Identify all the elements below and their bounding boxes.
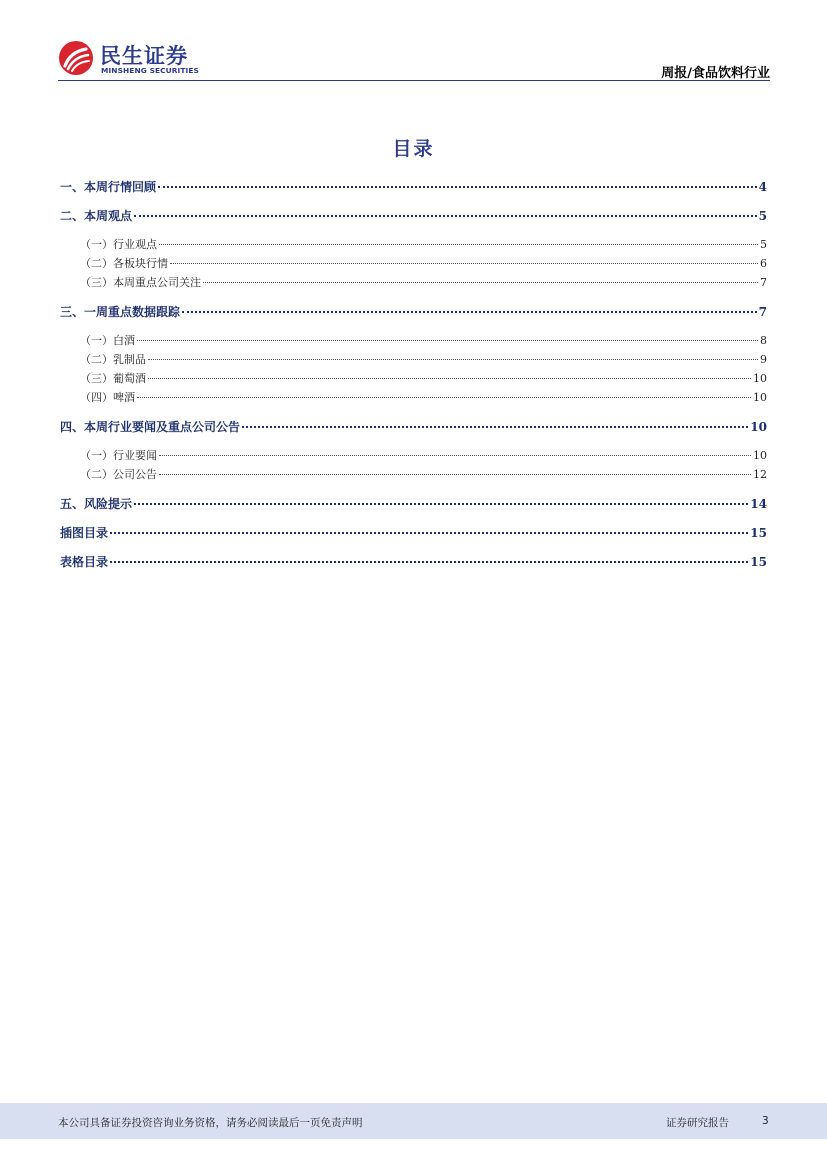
toc-entry-page: 5: [760, 238, 767, 251]
toc-entry[interactable]: [60, 178, 767, 195]
company-logo: [58, 38, 208, 78]
toc-entry[interactable]: [60, 255, 767, 271]
toc-entry-page: 6: [760, 257, 767, 270]
logo-english-name: MINSHENG SECURITIES: [101, 66, 199, 75]
page-footer: [0, 1103, 827, 1139]
toc-entry-page: 7: [758, 305, 767, 319]
toc-entry-page: 12: [753, 468, 767, 481]
toc-entry-page: 15: [750, 555, 767, 569]
toc-entry[interactable]: [60, 332, 767, 348]
toc-leader-dots: [182, 311, 757, 313]
toc-leader-dots: [159, 474, 751, 475]
toc-leader-dots: [134, 503, 748, 505]
toc-entry-label: （一）行业观点: [80, 238, 157, 251]
toc-entry[interactable]: [60, 524, 767, 541]
footer-page-number: 3: [762, 1115, 769, 1127]
toc-entry[interactable]: [60, 274, 767, 290]
toc-entry-label: （三）葡萄酒: [80, 372, 146, 385]
toc-leader-dots: [203, 282, 758, 283]
toc-leader-dots: [134, 215, 757, 217]
report-type-label: 周报/食品饮料行业: [661, 66, 770, 81]
toc-entry-label: 插图目录: [60, 526, 109, 540]
toc-entry-label: （三）本周重点公司关注: [80, 276, 201, 289]
toc-entry[interactable]: [60, 495, 767, 512]
toc-entry-page: 7: [760, 276, 767, 289]
toc-entry-label: （二）乳制品: [80, 353, 146, 366]
footer-disclaimer: 本公司具备证券投资咨询业务资格，请务必阅读最后一页免责声明: [58, 1117, 363, 1129]
toc-entry-page: 5: [758, 209, 767, 223]
toc-entry-label: 二、本周观点: [60, 209, 133, 223]
logo-chinese-name: 民生证券: [100, 44, 188, 68]
toc-title: 目录: [392, 138, 435, 160]
minsheng-logo-icon: [58, 40, 94, 76]
toc-entry-label: （一）白酒: [80, 334, 135, 347]
toc-entry-label: 五、风险提示: [60, 497, 133, 511]
toc-entry-label: （二）各板块行情: [80, 257, 168, 270]
toc-entry-page: 10: [750, 420, 767, 434]
toc-entry[interactable]: [60, 418, 767, 435]
header-divider: [58, 80, 770, 81]
toc-entry-label: 三、一周重点数据跟踪: [60, 305, 181, 319]
toc-entry[interactable]: [60, 236, 767, 252]
toc-entry-label: （二）公司公告: [80, 468, 157, 481]
toc-leader-dots: [170, 263, 758, 264]
toc-entry-page: 10: [753, 449, 767, 462]
toc-entry[interactable]: [60, 447, 767, 463]
toc-entry[interactable]: [60, 303, 767, 320]
page-header: [58, 38, 770, 80]
toc-entry-page: 9: [760, 353, 767, 366]
toc-leader-dots: [110, 561, 748, 563]
toc-entry-page: 4: [758, 180, 767, 194]
toc-leader-dots: [148, 359, 758, 360]
toc-entry-label: （四）啤酒: [80, 391, 135, 404]
toc-entry[interactable]: [60, 466, 767, 482]
toc-entry-label: 四、本周行业要闻及重点公司公告: [60, 420, 241, 434]
toc-leader-dots: [158, 186, 757, 188]
toc-entry[interactable]: [60, 553, 767, 570]
footer-doc-type: 证券研究报告: [666, 1117, 729, 1129]
toc-entry-label: 表格目录: [60, 555, 109, 569]
toc-entry-page: 15: [750, 526, 767, 540]
toc-leader-dots: [137, 340, 758, 341]
toc-entry-page: 10: [753, 372, 767, 385]
toc-leader-dots: [110, 532, 748, 534]
toc-entry-label: 一、本周行情回顾: [60, 180, 157, 194]
toc-entry[interactable]: [60, 370, 767, 386]
toc-entry[interactable]: [60, 207, 767, 224]
toc-leader-dots: [159, 455, 751, 456]
toc-entry[interactable]: [60, 389, 767, 405]
toc-entry-page: 14: [750, 497, 767, 511]
toc-leader-dots: [137, 397, 751, 398]
toc-entry[interactable]: [60, 351, 767, 367]
toc-leader-dots: [242, 426, 748, 428]
toc-entry-label: （一）行业要闻: [80, 449, 157, 462]
toc-leader-dots: [159, 244, 758, 245]
toc-entry-page: 8: [760, 334, 767, 347]
toc-leader-dots: [148, 378, 751, 379]
toc-entry-page: 10: [753, 391, 767, 404]
